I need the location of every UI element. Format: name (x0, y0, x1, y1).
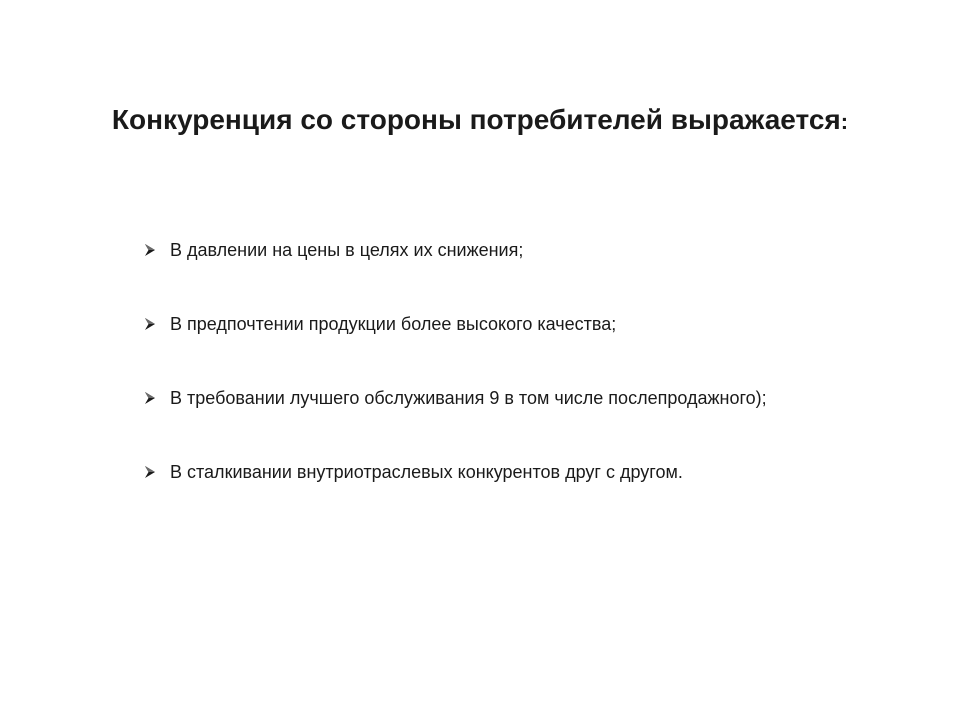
slide-title-colon: : (840, 109, 849, 134)
bullet-text: В давлении на цены в целях их снижения; (170, 240, 524, 260)
bullet-item-price-pressure (144, 234, 924, 266)
bullet-text: В сталкивании внутриотраслевых конкурентов друг с другом. (170, 462, 683, 482)
arrowhead-bullet-icon (144, 317, 156, 331)
slide-title (0, 100, 960, 142)
bullet-item-competitor-clash (144, 456, 924, 488)
bullet-list (144, 234, 924, 530)
bullet-item-better-service (144, 382, 924, 414)
bullet-item-quality-preference (144, 308, 924, 340)
arrowhead-bullet-icon (144, 465, 156, 479)
slide-title-text: Конкуренция со стороны потребителей выражается (111, 104, 841, 135)
bullet-text: В требовании лучшего обслуживания 9 в том числе послепродажного); (170, 388, 767, 408)
arrowhead-bullet-icon (144, 391, 156, 405)
bullet-text: В предпочтении продукции более высокого качества; (170, 314, 617, 334)
arrowhead-bullet-icon (144, 243, 156, 257)
